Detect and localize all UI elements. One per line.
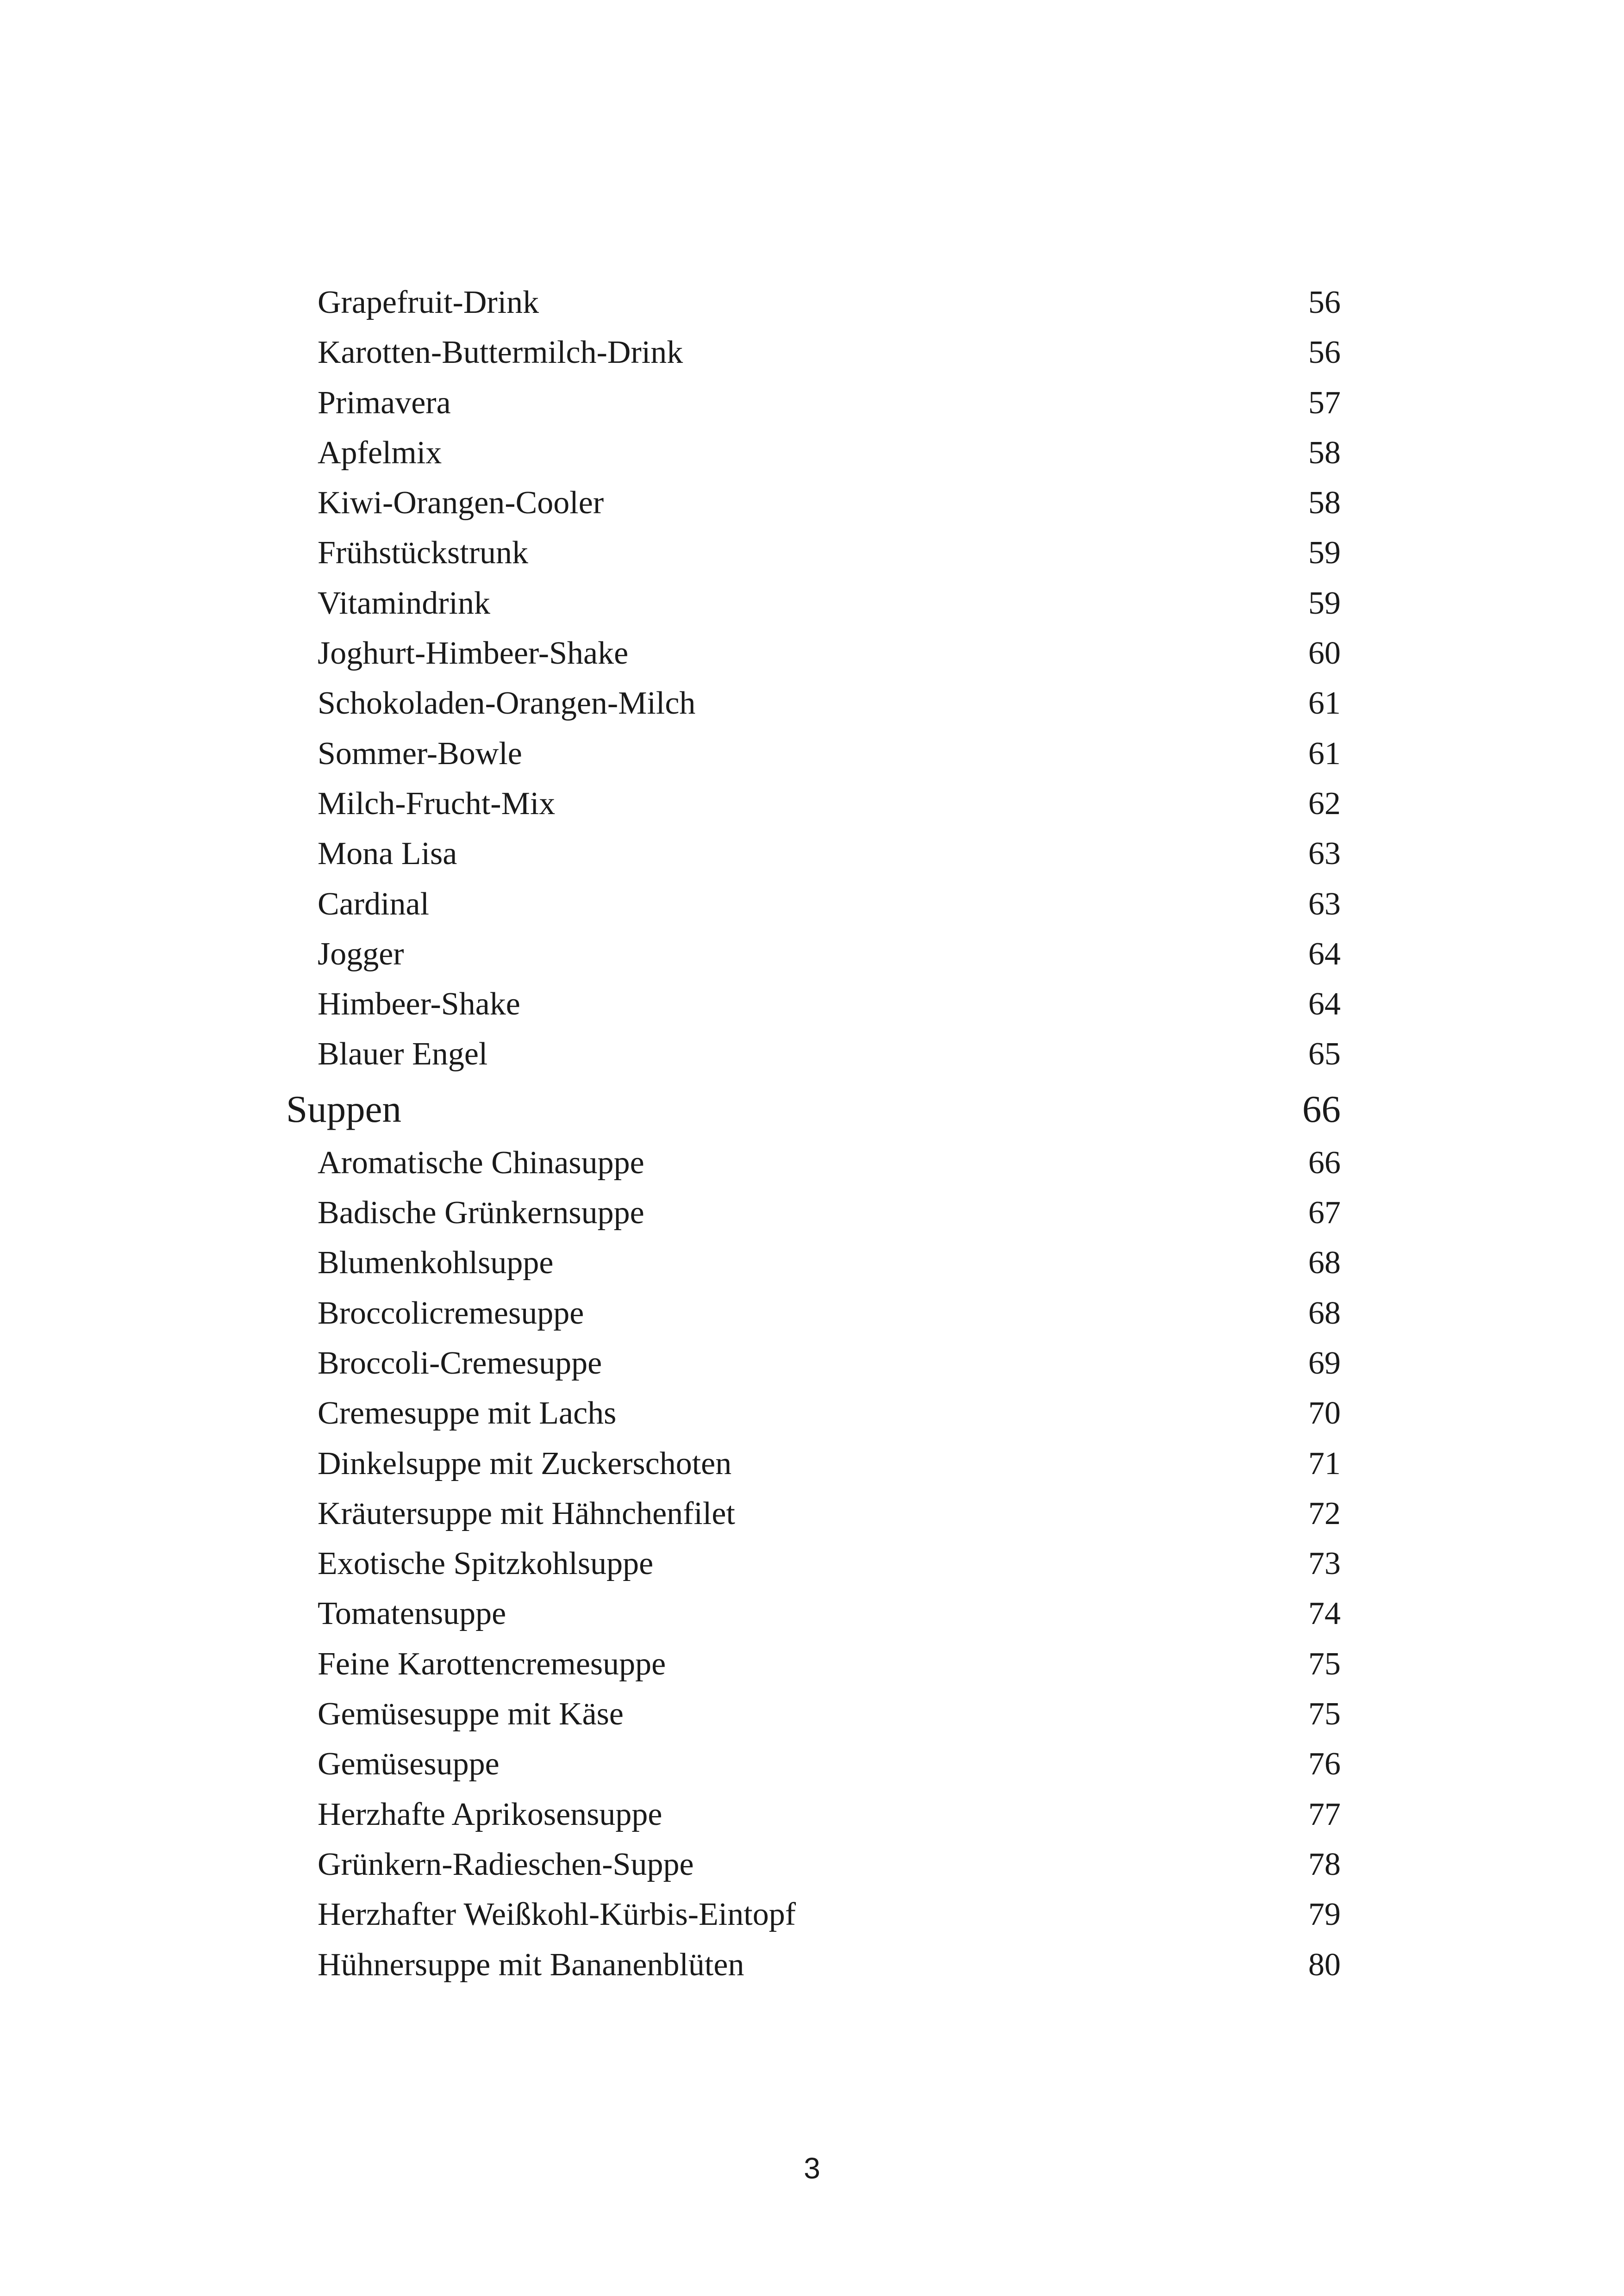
table-of-contents — [0, 278, 1624, 1990]
toc-entry-title: Mona Lisa — [318, 836, 457, 872]
toc-entry — [0, 1840, 1624, 1890]
toc-entry — [0, 1338, 1624, 1388]
toc-entry-title: Jogger — [318, 936, 404, 972]
toc-entry — [0, 1689, 1624, 1739]
page-number: 3 — [804, 2152, 820, 2185]
toc-entry-page-number: 75 — [1308, 1696, 1341, 1732]
toc-section-page-number: 66 — [1302, 1087, 1341, 1130]
toc-entry — [0, 1589, 1624, 1639]
toc-entry-page-number: 70 — [1308, 1395, 1341, 1431]
toc-entry-page-number: 76 — [1308, 1746, 1341, 1782]
toc-entry-page-number: 79 — [1308, 1897, 1341, 1933]
toc-entry-title: Gemüsesuppe — [318, 1746, 500, 1782]
toc-entry-title: Broccolicremesuppe — [318, 1295, 584, 1331]
toc-entry — [0, 1188, 1624, 1238]
toc-entry — [0, 278, 1624, 328]
toc-entry-title: Schokoladen-Orangen-Milch — [318, 685, 696, 722]
toc-entry-title: Kiwi-Orangen-Cooler — [318, 485, 604, 521]
toc-entry — [0, 979, 1624, 1029]
toc-entry — [0, 528, 1624, 578]
toc-entry-title: Blauer Engel — [318, 1036, 488, 1072]
toc-entry — [0, 1288, 1624, 1338]
toc-entry-title: Dinkelsuppe mit Zuckerschoten — [318, 1445, 732, 1481]
toc-entry-page-number: 80 — [1308, 1947, 1341, 1983]
toc-entry-title: Blumenkohlsuppe — [318, 1245, 554, 1281]
toc-entry-title: Feine Karottencremesuppe — [318, 1646, 666, 1682]
toc-entry-page-number: 56 — [1308, 335, 1341, 371]
toc-entry — [0, 1238, 1624, 1288]
toc-entry-page-number: 74 — [1308, 1596, 1341, 1632]
toc-entry — [0, 1739, 1624, 1789]
toc-entry-page-number: 78 — [1308, 1846, 1341, 1882]
toc-entry-title: Tomatensuppe — [318, 1596, 506, 1632]
toc-entry-page-number: 56 — [1308, 285, 1341, 320]
toc-entry-title: Herzhafte Aprikosensuppe — [318, 1796, 662, 1832]
toc-entry-title: Cardinal — [318, 886, 430, 922]
toc-entry-page-number: 63 — [1308, 836, 1341, 872]
toc-entry-title: Joghurt-Himbeer-Shake — [318, 635, 629, 672]
toc-entry-page-number: 60 — [1308, 635, 1341, 672]
toc-entry — [0, 1388, 1624, 1438]
toc-entry-title: Gemüsesuppe mit Käse — [318, 1696, 624, 1732]
toc-entry-title: Primavera — [318, 385, 451, 421]
toc-entry-page-number: 77 — [1308, 1796, 1341, 1832]
toc-entry-title: Cremesuppe mit Lachs — [318, 1395, 617, 1431]
toc-entry-title: Milch-Frucht-Mix — [318, 785, 556, 821]
toc-entry-title: Karotten-Buttermilch-Drink — [318, 335, 683, 371]
toc-entry — [0, 1138, 1624, 1188]
toc-section-heading — [0, 1080, 1624, 1138]
toc-entry-page-number: 58 — [1308, 435, 1341, 471]
toc-entry — [0, 1639, 1624, 1689]
toc-entry — [0, 579, 1624, 628]
toc-entry-page-number: 72 — [1308, 1495, 1341, 1531]
toc-entry — [0, 328, 1624, 378]
toc-entry-title: Kräutersuppe mit Hähnchenfilet — [318, 1495, 735, 1531]
toc-entry — [0, 678, 1624, 728]
toc-entry-page-number: 57 — [1308, 385, 1341, 421]
toc-entry-title: Grünkern-Radieschen-Suppe — [318, 1846, 694, 1882]
toc-entry-page-number: 66 — [1308, 1145, 1341, 1181]
toc-entry-page-number: 61 — [1308, 685, 1341, 722]
toc-entry-title: Herzhafter Weißkohl-Kürbis-Eintopf — [318, 1897, 796, 1933]
toc-entry — [0, 1790, 1624, 1840]
toc-entry — [0, 729, 1624, 779]
toc-entry-title: Sommer-Bowle — [318, 735, 522, 772]
toc-entry-title: Exotische Spitzkohlsuppe — [318, 1546, 654, 1582]
toc-entry-page-number: 59 — [1308, 585, 1341, 621]
toc-entry — [0, 428, 1624, 478]
toc-entry — [0, 879, 1624, 929]
toc-entry-page-number: 71 — [1308, 1445, 1341, 1481]
toc-entry — [0, 929, 1624, 979]
toc-entry-title: Vitamindrink — [318, 585, 490, 621]
toc-entry — [0, 478, 1624, 528]
toc-entry — [0, 1439, 1624, 1489]
toc-entry-page-number: 65 — [1308, 1036, 1341, 1072]
toc-entry-title: Broccoli-Cremesuppe — [318, 1345, 602, 1381]
toc-entry — [0, 1940, 1624, 1990]
toc-entry-title: Himbeer-Shake — [318, 986, 520, 1022]
toc-entry-page-number: 73 — [1308, 1546, 1341, 1582]
toc-entry — [0, 378, 1624, 428]
toc-entry-page-number: 69 — [1308, 1345, 1341, 1381]
toc-entry — [0, 779, 1624, 829]
toc-entry — [0, 628, 1624, 678]
toc-entry-page-number: 64 — [1308, 986, 1341, 1022]
toc-entry-page-number: 67 — [1308, 1195, 1341, 1231]
toc-entry-title: Aromatische Chinasuppe — [318, 1145, 644, 1181]
toc-entry-title: Apfelmix — [318, 435, 442, 471]
toc-entry-page-number: 68 — [1308, 1295, 1341, 1331]
toc-entry-page-number: 58 — [1308, 485, 1341, 521]
toc-entry — [0, 1890, 1624, 1940]
toc-entry-page-number: 75 — [1308, 1646, 1341, 1682]
toc-entry-title: Badische Grünkernsuppe — [318, 1195, 644, 1231]
toc-entry — [0, 1489, 1624, 1539]
toc-entry-page-number: 62 — [1308, 785, 1341, 821]
toc-entry-page-number: 68 — [1308, 1245, 1341, 1281]
toc-section-title: Suppen — [286, 1087, 401, 1130]
toc-entry-page-number: 63 — [1308, 886, 1341, 922]
toc-entry — [0, 1029, 1624, 1079]
toc-entry-page-number: 64 — [1308, 936, 1341, 972]
toc-entry-page-number: 59 — [1308, 535, 1341, 571]
toc-entry-page-number: 61 — [1308, 735, 1341, 772]
toc-entry — [0, 1539, 1624, 1589]
toc-entry — [0, 829, 1624, 879]
toc-entry-title: Hühnersuppe mit Bananenblüten — [318, 1947, 744, 1983]
toc-entry-title: Frühstückstrunk — [318, 535, 528, 571]
toc-entry-title: Grapefruit-Drink — [318, 285, 539, 320]
